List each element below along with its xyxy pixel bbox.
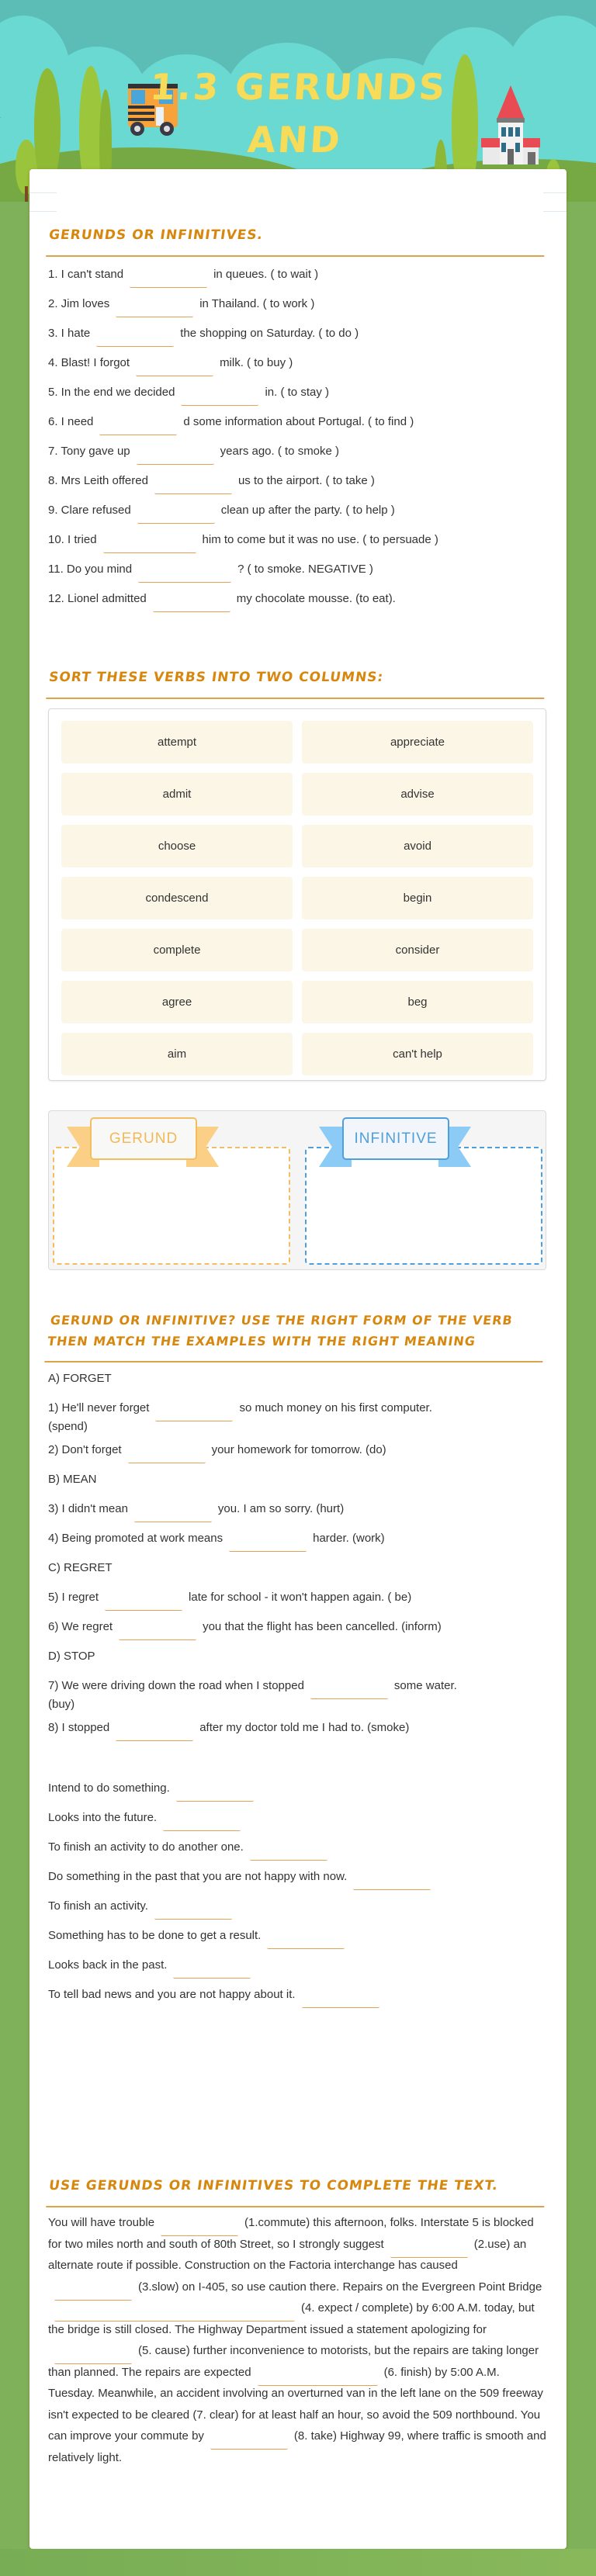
meaning-item (48, 1833, 546, 1862)
exercise-item (48, 378, 546, 407)
exercise-item (48, 407, 546, 437)
draggable-verb[interactable]: appreciate (302, 721, 533, 763)
draggable-verb[interactable]: beg (302, 981, 533, 1023)
answer-blank[interactable] (181, 389, 258, 406)
draggable-verb[interactable]: choose (61, 825, 293, 867)
item-continuation: (buy) (48, 1698, 75, 1711)
answer-blank[interactable] (116, 1724, 193, 1741)
answer-blank[interactable] (173, 1961, 251, 1979)
exercise-item (48, 1583, 546, 1612)
answer-blank[interactable] (176, 1785, 254, 1802)
item-text: harder. (work) (313, 1532, 385, 1545)
paragraph-text: (4. expect / complete) by 6:00 A.M. today, but the bridge is still closed. The Highway Department issued a statement apologizing for (48, 2301, 535, 2336)
draggable-verb[interactable]: agree (61, 981, 293, 1023)
group-label: B) MEAN (48, 1473, 97, 1486)
answer-blank[interactable] (154, 477, 232, 494)
meaning-item (48, 1774, 546, 1803)
item-text: 1) He'll never forget (48, 1401, 150, 1414)
answer-blank[interactable] (96, 330, 174, 347)
draggable-verb[interactable]: admit (61, 773, 293, 815)
item-text: ? ( to smoke. NEGATIVE ) (237, 563, 373, 576)
item-text: 2. Jim loves (48, 297, 110, 310)
item-text: 7. Tony gave up (48, 445, 130, 458)
item-text: 9. Clare refused (48, 504, 131, 517)
answer-blank[interactable] (105, 1594, 182, 1611)
meaning-item (48, 1803, 546, 1833)
draggable-verb[interactable]: condescend (61, 877, 293, 919)
item-text: 8. Mrs Leith offered (48, 474, 148, 487)
item-text: 3) I didn't mean (48, 1502, 128, 1515)
item-text: the shopping on Saturday. ( to do ) (180, 327, 359, 340)
item-text: 7) We were driving down the road when I stopped (48, 1679, 304, 1692)
answer-blank[interactable] (134, 1505, 212, 1522)
item-text: 2) Don't forget (48, 1443, 122, 1456)
worksheet-card (29, 169, 567, 2549)
exercise-item (48, 260, 546, 289)
exercise-item (48, 1612, 546, 1642)
item-text: you that the flight has been cancelled. (inform) (203, 1620, 442, 1633)
paragraph-text: (3.slow) on I-405, so use caution there. Repairs on the Evergreen Point Bridge (138, 2280, 542, 2294)
item-text: in. ( to stay ) (265, 386, 329, 399)
section-forget-mean-regret-stop (48, 1310, 546, 2010)
exercise-item (48, 496, 546, 525)
item-text: 3. I hate (48, 327, 91, 340)
item-text: 5. In the end we decided (48, 386, 175, 399)
page-footer-background (0, 2549, 596, 2576)
exercise-item (48, 319, 546, 348)
answer-blank[interactable] (302, 1991, 379, 2008)
answer-blank[interactable] (267, 1932, 345, 1949)
draggable-verb[interactable]: begin (302, 877, 533, 919)
item-text: 1. I can't stand (48, 268, 124, 281)
draggable-verb[interactable]: consider (302, 929, 533, 971)
item-text: To finish an activity. (48, 1899, 148, 1913)
draggable-verb[interactable]: complete (61, 929, 293, 971)
paragraph-text: (2.use) an alternate route if possible. Construction on the Factoria interchange has caused (48, 2237, 527, 2272)
section-sort-verbs (48, 667, 546, 1081)
item-text: you. I am so sorry. (hurt) (217, 1502, 345, 1515)
group-label: C) REGRET (48, 1561, 113, 1574)
draggable-verb[interactable]: attempt (61, 721, 293, 763)
item-text: 11. Do you mind (48, 563, 133, 576)
section-gerunds-or-infinitives (48, 225, 546, 614)
item-text: your homework for tomorrow. (do) (211, 1443, 386, 1456)
answer-blank[interactable] (119, 1623, 196, 1640)
meaning-item (48, 1921, 546, 1951)
answer-blank[interactable] (54, 2283, 132, 2301)
answer-blank[interactable] (353, 1873, 431, 1890)
section-complete-text (48, 2176, 546, 2468)
item-text: 10. I tried (48, 533, 97, 546)
item-text: 6. I need (48, 415, 94, 428)
group-label: D) STOP (48, 1650, 95, 1663)
section-title: USE GERUNDS OR INFINITIVES TO COMPLETE THE TEXT. (46, 2176, 549, 2207)
answer-blank[interactable] (137, 507, 215, 524)
item-text: late for school - it won't happen again. ( be) (189, 1591, 412, 1604)
paragraph-text: You will have trouble (48, 2216, 155, 2229)
infinitive-ribbon (319, 1117, 471, 1169)
answer-blank[interactable] (250, 1844, 327, 1861)
exercise-item (48, 525, 546, 555)
title-line-1: 1.3 GERUNDS AND (148, 66, 449, 161)
draggable-verb[interactable]: can't help (302, 1033, 533, 1075)
answer-blank[interactable] (116, 300, 193, 317)
answer-blank[interactable] (210, 2432, 288, 2450)
item-text: milk. ( to buy ) (220, 356, 293, 369)
divider (29, 211, 57, 212)
item-text: Intend to do something. (48, 1781, 170, 1795)
exercise-item (48, 555, 546, 584)
item-text: after my doctor told me I had to. (smoke) (199, 1721, 410, 1734)
answer-blank[interactable] (229, 1535, 307, 1552)
answer-blank[interactable] (136, 359, 213, 376)
meaning-item (48, 1892, 546, 1921)
item-text: us to the airport. ( to take ) (237, 474, 375, 487)
answer-blank[interactable] (138, 566, 231, 583)
item-text: my chocolate mousse. (to eat). (236, 592, 396, 605)
gerund-label: GERUND (90, 1117, 197, 1160)
house-icon (480, 84, 542, 164)
exercise-item (48, 1494, 546, 1524)
answer-blank[interactable] (137, 448, 214, 465)
exercise-item (48, 466, 546, 496)
answer-blank[interactable] (54, 2304, 295, 2322)
answer-blank[interactable] (258, 2369, 378, 2386)
verb-bank (48, 708, 546, 1081)
answer-blank[interactable] (163, 1814, 241, 1831)
section-title: GERUNDS OR INFINITIVES. (46, 225, 549, 257)
exercise-list (48, 260, 546, 614)
meaning-item (48, 1862, 546, 1892)
meaning-item (48, 1951, 546, 1980)
draggable-verb[interactable]: aim (61, 1033, 293, 1075)
draggable-verb[interactable]: avoid (302, 825, 533, 867)
answer-blank[interactable] (99, 418, 177, 435)
gerund-ribbon (67, 1117, 219, 1169)
answer-blank[interactable] (310, 1682, 388, 1699)
item-text: d some information about Portugal. ( to find ) (183, 415, 414, 428)
section-title: GERUND OR INFINITIVE? USE THE RIGHT FORM OF THE VERB THEN MATCH THE EXAMPLES WITH THE RIGHT MEANING (44, 1310, 550, 1362)
exercise-item (48, 1435, 546, 1465)
answer-blank[interactable] (103, 536, 196, 553)
paragraph-text: (6. finish) by 5:00 A.M. Tuesday. Meanwhile, an accident involving an overturned van in the left lane on the 509 freeway isn't expected to be cleared (7. clear) for at least half an hour, so avoid the 509 northbound. You can improve your commute by (48, 2365, 543, 2443)
item-text: 8) I stopped (48, 1721, 110, 1734)
item-text: in queues. ( to wait ) (213, 268, 319, 281)
group-label: A) FORGET (48, 1372, 112, 1385)
item-text: Do something in the past that you are not happy with now. (48, 1870, 348, 1883)
meaning-item (48, 1980, 546, 2010)
item-text: 6) We regret (48, 1620, 113, 1633)
item-text: him to come but it was no use. ( to persuade ) (202, 533, 438, 546)
exercise-item (48, 584, 546, 614)
paragraph-text: (1.commute) this afternoon, folks. Interstate 5 is blocked for two miles north and south of 80th Street, so I strongly suggest (48, 2216, 534, 2251)
item-text: some water. (393, 1679, 457, 1692)
item-text: 5) I regret (48, 1591, 99, 1604)
answer-blank[interactable] (130, 271, 207, 288)
paragraph-text: (5. cause) further inconvenience to motorists, but the repairs are taking longer than planned. The repairs are expected (48, 2344, 539, 2379)
exercise-item (48, 1524, 546, 1553)
section-title: SORT THESE VERBS INTO TWO COLUMNS: (46, 667, 549, 699)
item-text: 4) Being promoted at work means (48, 1532, 224, 1545)
item-continuation: (spend) (48, 1420, 88, 1433)
item-text: 12. Lionel admitted (48, 592, 147, 605)
draggable-verb[interactable]: advise (302, 773, 533, 815)
answer-blank[interactable] (54, 2347, 132, 2364)
answer-blank[interactable] (128, 1446, 206, 1463)
item-text: Looks into the future. (48, 1811, 158, 1824)
exercise-item (48, 289, 546, 319)
divider (543, 192, 567, 193)
item-text: 4. Blast! I forgot (48, 356, 130, 369)
answer-blank[interactable] (155, 1404, 233, 1421)
answer-blank[interactable] (161, 2219, 238, 2236)
item-text: Looks back in the past. (48, 1958, 168, 1972)
exercise-item (48, 348, 546, 378)
item-text: so much money on his first computer. (239, 1401, 432, 1414)
item-text: clean up after the party. ( to help ) (220, 504, 395, 517)
paragraph-text: (8. take) Highway 99, where traffic is smooth and relatively light. (48, 2429, 546, 2464)
exercise-item (48, 1713, 546, 1743)
infinitive-label: INFINITIVE (342, 1117, 449, 1160)
item-text: in Thailand. ( to work ) (199, 297, 315, 310)
answer-blank[interactable] (154, 1903, 232, 1920)
cloze-paragraph (48, 2212, 546, 2468)
item-text: Something has to be done to get a result. (48, 1929, 262, 1942)
exercise-item (48, 437, 546, 466)
divider (29, 192, 57, 193)
item-text: years ago. ( to smoke ) (220, 445, 340, 458)
item-text: To tell bad news and you are not happy about it. (48, 1988, 296, 2001)
answer-blank[interactable] (390, 2241, 468, 2258)
sort-columns (48, 1110, 546, 1270)
item-text: To finish an activity to do another one. (48, 1840, 244, 1854)
divider (543, 211, 567, 212)
answer-blank[interactable] (153, 595, 230, 612)
